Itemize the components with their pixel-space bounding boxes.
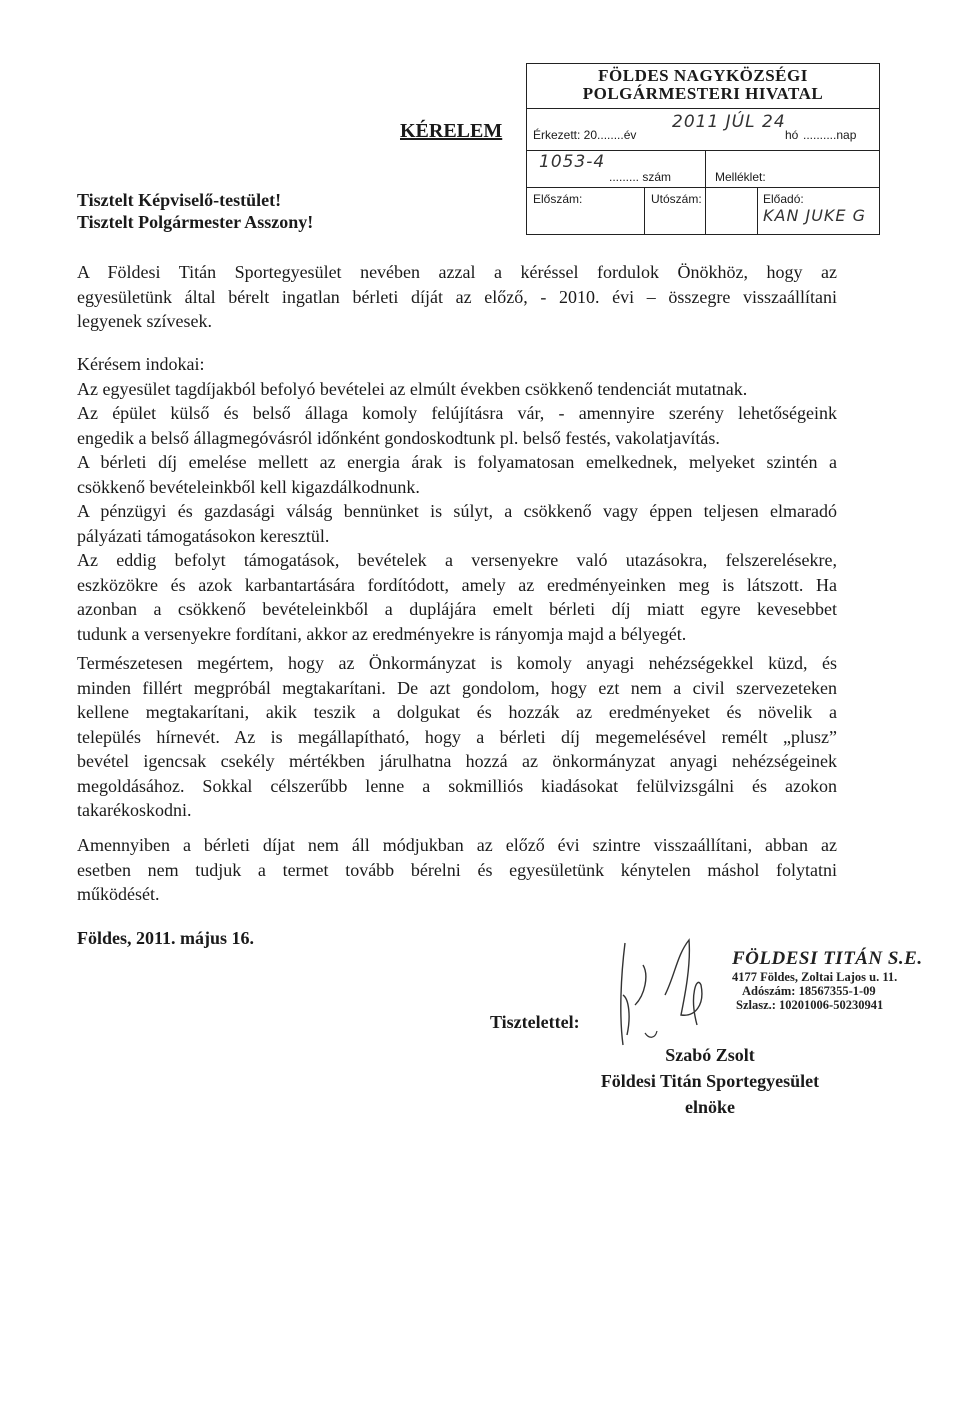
stamp-divider-vertical [644,187,645,234]
signer-organization: Földesi Titán Sportegyesület [600,1071,820,1091]
paragraph-line: eszközökre és azok karbantartására fordítódott, amely az eredményeinken meg is látszott. Ha [77,574,837,595]
greeting-line1: Tisztelt Képviselő-testület! [77,190,282,210]
stamp-eloado-label: Előadó: [763,192,804,206]
paragraph-line: bevétel igencsak csekély mértékben járulhatna hozzá az önkormányzat anyagi nehézségeinek [77,751,837,771]
stamp-handwritten-eloado: KAN JUKE G [763,206,867,225]
paragraph-line: Az egyesület tagdíjakból befolyó bevételei az elmúlt években csökkenő tendenciát mutatnak. [77,378,748,399]
paragraph-line: tudunk a versenyekre fordítani, akkor az eredményekre is rányomja majd a bélyegét. [77,623,687,644]
signer-block [540,1042,880,1120]
paragraph-line: Az épület külső és belső állaga komoly felújításra vár, - amennyire szerény lehetőségeink [77,403,837,423]
registration-stamp [526,63,880,235]
club-stamp-bank-account: Szlasz.: 10201006-50230941 [736,998,884,1012]
paragraph-line: egyesületünk által bérelt ingatlan bérleti díját az előző, - 2010. évi – összegre visszaállítani [77,286,837,307]
club-stamp [732,948,923,1012]
stamp-ho-label: hó [785,128,799,142]
stamp-divider [527,150,879,151]
signer-role: elnöke [684,1097,735,1117]
paragraph-line: Az eddig befolyt támogatások, bevételek a versenyekre való utazásokra, felszerelésekre, [77,550,837,570]
stamp-divider [527,187,879,188]
paragraph-line: azonban a csökkenő bevételeinkből a duplájára emelt bérleti díj miatt egyre kevesebbet [77,599,837,619]
handwritten-signature [605,935,735,1050]
paragraph-line: A bérleti díj emelése mellett az energia árak is folyamatosan emelkednek, melyeket szintén a [77,452,837,472]
paragraph-understanding [77,651,837,823]
stamp-received-date: 2011 JÚL 24 [672,112,786,132]
paragraph-consequence [77,833,837,907]
stamp-org-line1: FÖLDES NAGYKÖZSÉGI [598,66,808,85]
club-stamp-name: FÖLDESI TITÁN S.E. [732,948,923,969]
stamp-eloszam-label: Előszám: [533,192,583,206]
stamp-erkezett-label: Érkezett: 20........év [533,128,637,142]
stamp-nap-label: ..........nap [803,128,857,142]
paragraph-line: Amennyiben a bérleti díjat nem áll módjukban az előző évi szintre visszaállítani, abban az [77,835,837,855]
paragraph-line: legyenek szívesek. [77,311,212,331]
stamp-divider [527,108,879,109]
greeting-line2: Tisztelt Polgármester Asszony! [77,212,314,232]
stamp-org-line2: POLGÁRMESTERI HIVATAL [582,84,824,103]
paragraph-line: működését. [77,884,160,904]
paragraph-line: esetben nem tudjuk a termet tovább bérelni és egyesületünk kénytelen máshol folytatni [77,859,837,880]
stamp-melleklet-label: Melléklet: [715,170,766,184]
paragraph-line: csökkenő bevételeinkből kell kigazdálkodnunk. [77,476,420,497]
paragraph-line: A Földesi Titán Sportegyesület nevében azzal a kéréssel fordulok Önökhöz, hogy az [77,262,837,282]
paragraph-line: Természetesen megértem, hogy az Önkormányzat is komoly anyagi nehézségekkel küzd, és [77,653,837,673]
stamp-handwritten-number: 1053-4 [539,152,606,172]
stamp-szam-label: ......... szám [609,170,672,184]
club-stamp-address: 4177 Földes, Zoltai Lajos u. 11. [732,970,898,984]
closing-salutation: Tisztelettel: [490,1012,580,1032]
paragraph-line: A pénzügyi és gazdasági válság bennünket is súlyt, a csökkenő vagy éppen teljesen elmaradó [77,501,837,521]
paragraph-line: minden fillért megpróbál megtakarítani. De azt gondolom, hogy ezt nem a civil szervezeteken [77,677,837,698]
paragraph-request [77,260,837,334]
stamp-divider-vertical [757,187,758,234]
document-title: KÉRELEM [400,120,503,142]
paragraph-reasons [77,352,837,646]
paragraph-line: takarékoskodni. [77,800,192,820]
paragraph-line: kellene megtakarítani, akik teszik a dolgukat és hozzák az eredményeket és növelik a [77,702,837,722]
paragraph-line: település hírnevét. Az is megállapítható, hogy a bérleti díj megemelésével remélt „plusz” [77,726,837,747]
paragraph-line: engedik a belső állagmegóvásról időnként gondoskodtunk pl. belső festés, vakolatjavítás. [77,427,720,448]
paragraph-line: Kérésem indokai: [77,354,205,374]
paragraph-line: pályázati támogatásokon keresztül. [77,525,330,546]
paragraph-line: megoldásához. Sokkal célszerűbb lenne a sokmilliós kiadásokat felülvizsgálni és azokon [77,775,837,796]
signer-name: Szabó Zsolt [665,1045,755,1065]
place-date: Földes, 2011. május 16. [77,928,255,948]
club-stamp-tax-number: Adószám: 18567355-1-09 [742,984,876,998]
stamp-divider-vertical [705,150,706,234]
stamp-utoszam-label: Utószám: [651,192,702,206]
